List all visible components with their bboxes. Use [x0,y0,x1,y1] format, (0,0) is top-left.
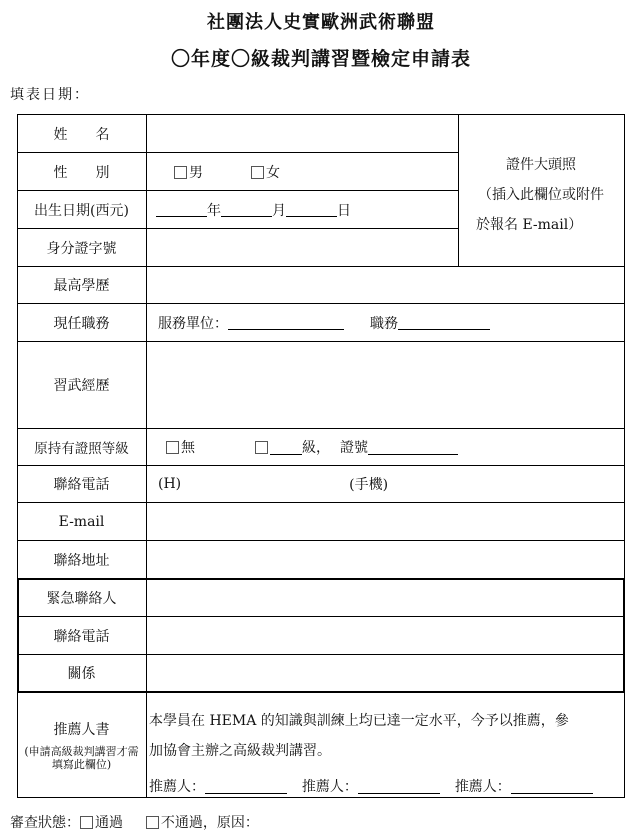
recommendation-text-line2: 加協會主辦之高級裁判講習。 [149,743,331,759]
occupation-input [158,304,490,341]
recommendation-label: 推薦人書 [53,722,110,738]
emergency-phone-label: 聯絡電話 [53,628,110,645]
recommendation-label-cell [17,693,146,797]
photo-line2: （插入此欄位或附件 [478,187,604,203]
home-phone-label: (H) [158,476,182,492]
unit-label: 服務單位： [158,315,228,332]
review-status: 審查狀態： 通過 不通過，原因： [10,815,259,831]
fail-checkbox[interactable] [146,816,159,829]
position-label: 職務 [370,315,398,332]
address-input[interactable] [147,541,624,578]
education-input[interactable] [147,267,624,303]
relationship-input[interactable] [147,655,623,691]
license-label: 原持有證照等級 [34,441,129,457]
photo-line3: 於報名 E-mail） [476,217,583,233]
photo-placeholder[interactable] [458,114,624,266]
occupation-label: 現任職務 [53,315,110,332]
org-title: 社團法人史實歐洲武術聯盟 [207,12,435,33]
license-level-checkbox[interactable] [255,441,268,454]
fill-date-label: 填表日期： [10,87,90,103]
photo-line1: 證件大頭照 [506,157,576,173]
id-number-label: 身分證字號 [46,240,117,257]
license-none-option[interactable]: 無 [166,437,195,457]
birth-day-blank[interactable] [286,202,337,217]
address-label: 聯絡地址 [53,552,110,569]
name-label: 姓 名 [53,126,110,143]
position-blank[interactable] [398,315,490,330]
gender-label: 性 別 [53,164,110,181]
email-input[interactable] [147,503,624,540]
relationship-label: 關係 [67,666,96,682]
review-fail-option[interactable]: 不通過，原因： [146,815,259,831]
name-input[interactable] [147,115,458,152]
emergency-phone-input[interactable] [147,617,623,654]
review-pass-option[interactable]: 通過 [80,815,123,831]
gender-female-option[interactable]: 女 [251,162,280,182]
emergency-contact-label: 緊急聯絡人 [46,591,117,607]
license-level-blank[interactable] [270,440,302,455]
id-number-input[interactable] [147,229,458,266]
male-checkbox[interactable] [174,166,187,179]
phone-input[interactable] [158,466,388,502]
recommender-2-blank[interactable] [358,779,440,794]
recommendation-note: (申請高級裁判講習才需填寫此欄位) [24,745,139,771]
license-none-checkbox[interactable] [166,441,179,454]
recommender-3-blank[interactable] [511,779,593,794]
recommender-1-blank[interactable] [205,779,287,794]
female-checkbox[interactable] [251,166,264,179]
phone-label: 聯絡電話 [53,477,110,493]
pass-checkbox[interactable] [80,816,93,829]
recommenders-row: 推薦人： 推薦人： 推薦人： [149,776,593,796]
birthdate-input[interactable]: 年 月 日 [156,191,351,228]
martial-history-label: 習武經歷 [53,378,110,394]
license-no-blank[interactable] [368,440,458,455]
birthdate-label: 出生日期(西元) [34,202,129,219]
email-label: E-mail [58,513,105,530]
form-title: 〇年度〇級裁判講習暨檢定申請表 [170,48,471,70]
recommendation-text-line1: 本學員在 HEMA 的知識與訓練上均已達一定水平，今予以推薦，參 [149,713,569,729]
license-options: 無 級， 證號 [166,429,458,465]
gender-male-option[interactable]: 男 [174,162,203,182]
birth-month-blank[interactable] [221,202,272,217]
gender-options [174,153,280,190]
emergency-contact-input[interactable] [147,580,623,616]
martial-history-input[interactable] [147,342,624,428]
unit-blank[interactable] [228,315,344,330]
birth-year-blank[interactable] [156,202,207,217]
education-label: 最高學歷 [53,278,110,294]
mobile-phone-label: (手機) [349,477,389,493]
